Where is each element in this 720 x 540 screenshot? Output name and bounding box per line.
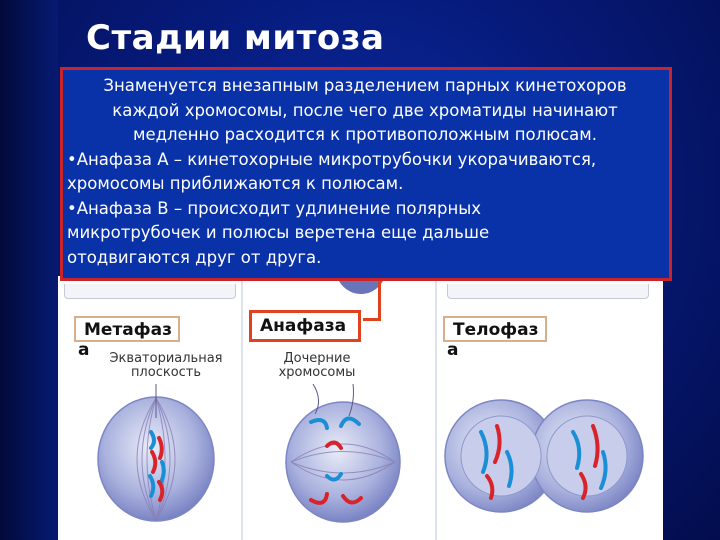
telophase-label-suffix: а	[447, 340, 459, 360]
anaphase-a-bullet-cont: хромосомы приближаются к полюсам.	[67, 174, 404, 193]
nucleus-left	[461, 416, 541, 496]
caption-line: плоскость	[130, 365, 202, 380]
caption-line: Дочерние	[283, 351, 351, 366]
highlight-connector-horizontal	[363, 318, 381, 321]
caption-line: Экваториальная	[109, 351, 223, 366]
slide-title: Стадии митоза	[86, 18, 385, 58]
anaphase-label: Анафаза	[260, 316, 347, 336]
anaphase-panel	[243, 276, 437, 540]
metaphase-label-suffix: а	[78, 340, 90, 360]
anaphase-description-box	[60, 67, 672, 281]
telophase-panel	[437, 276, 663, 540]
metaphase-panel	[58, 276, 243, 540]
anaphase-b-bullet-cont: микротрубочек и полюсы веретена еще дальше	[67, 223, 490, 242]
metaphase-cell-illustration	[58, 276, 241, 540]
anaphase-a-bullet: •Анафаза А – кинетохорные микротрубочки укорачиваются,	[67, 149, 597, 169]
slide-left-stripe	[0, 0, 58, 540]
intro-line: каждой хромосомы, после чего две хроматиды начинают	[112, 100, 618, 120]
metaphase-label: Метафаз	[84, 320, 172, 340]
intro-line: Знаменуется внезапным разделением парных кинетохоров	[103, 76, 627, 95]
caption-line: хромосомы	[278, 365, 356, 380]
anaphase-b-bullet-cont: отодвигаются друг от друга.	[67, 247, 322, 267]
anaphase-cell-illustration	[243, 276, 435, 540]
mitosis-figure	[58, 276, 663, 540]
highlight-connector-vertical	[378, 281, 381, 321]
telophase-label: Телофаз	[453, 320, 539, 340]
intro-line: медленно расходится к противоположным полюсам.	[133, 125, 597, 144]
telophase-cell-illustration	[437, 276, 663, 540]
anaphase-b-bullet: •Анафаза В – происходит удлинение полярных	[67, 198, 482, 218]
